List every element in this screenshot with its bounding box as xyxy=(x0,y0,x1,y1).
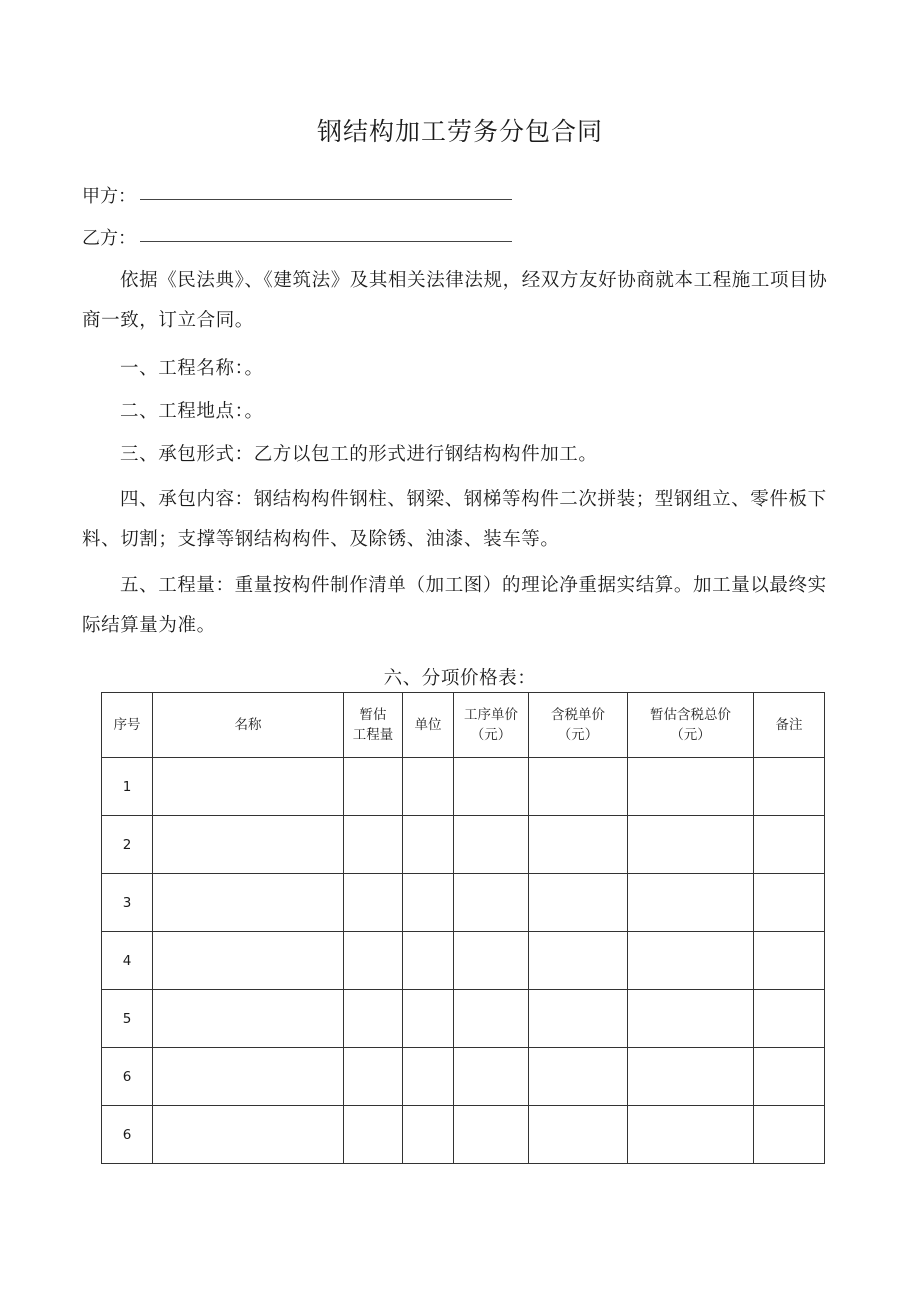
paragraph-quantity: 五、工程量：重量按构件制作清单（加工图）的理论净重据实结算。加工量以最终实际结算量为准。 xyxy=(82,575,827,636)
row-no: 2 xyxy=(102,816,153,874)
table-row xyxy=(102,990,825,1048)
table-row xyxy=(102,758,825,816)
header-process-unit-price: 工序单价 （元） xyxy=(454,693,529,758)
party-a-row xyxy=(82,181,512,211)
header-remark: 备注 xyxy=(754,693,825,758)
party-a-label: 甲方： xyxy=(82,186,136,207)
row-no: 1 xyxy=(102,758,153,816)
paragraph-project-location: 二、工程地点：。 xyxy=(120,401,264,422)
table-row xyxy=(102,874,825,932)
header-tax-unit-price: 含税单价 （元） xyxy=(529,693,628,758)
header-est-quantity: 暂估 工程量 xyxy=(344,693,403,758)
row-no: 5 xyxy=(102,990,153,1048)
party-b-row xyxy=(82,223,512,253)
table-row xyxy=(102,1106,825,1164)
row-no: 6 xyxy=(102,1048,153,1106)
price-table xyxy=(101,692,825,1164)
table-row xyxy=(102,816,825,874)
paragraph-project-name: 一、工程名称：。 xyxy=(120,358,264,379)
party-b-blank-line xyxy=(140,223,512,242)
paragraph-contract-scope: 四、承包内容：钢结构构件钢柱、钢梁、钢梯等构件二次拼装；型钢组立、零件板下料、切割；支撑等钢结构构件、及除锈、油漆、装车等。 xyxy=(82,489,827,550)
row-no: 3 xyxy=(102,874,153,932)
row-no: 6 xyxy=(102,1106,153,1164)
row-no: 4 xyxy=(102,932,153,990)
party-a-blank-line xyxy=(140,181,512,200)
paragraph-basis: 依据《民法典》、《建筑法》及其相关法律法规，经双方友好协商就本工程施工项目协商一致，订立合同。 xyxy=(82,270,828,331)
table-row xyxy=(102,932,825,990)
party-b-label: 乙方： xyxy=(82,228,136,249)
header-est-tax-total: 暂估含税总价 （元） xyxy=(628,693,754,758)
paragraph-contract-form: 三、承包形式：乙方以包工的形式进行钢结构构件加工。 xyxy=(120,444,598,465)
header-no: 序号 xyxy=(102,693,153,758)
header-name: 名称 xyxy=(153,693,344,758)
table-row xyxy=(102,1048,825,1106)
table-header-row xyxy=(102,693,825,758)
table-caption: 六、分项价格表： xyxy=(383,668,537,689)
header-unit: 单位 xyxy=(403,693,454,758)
contract-title: 钢结构加工劳务分包合同 xyxy=(316,117,603,146)
